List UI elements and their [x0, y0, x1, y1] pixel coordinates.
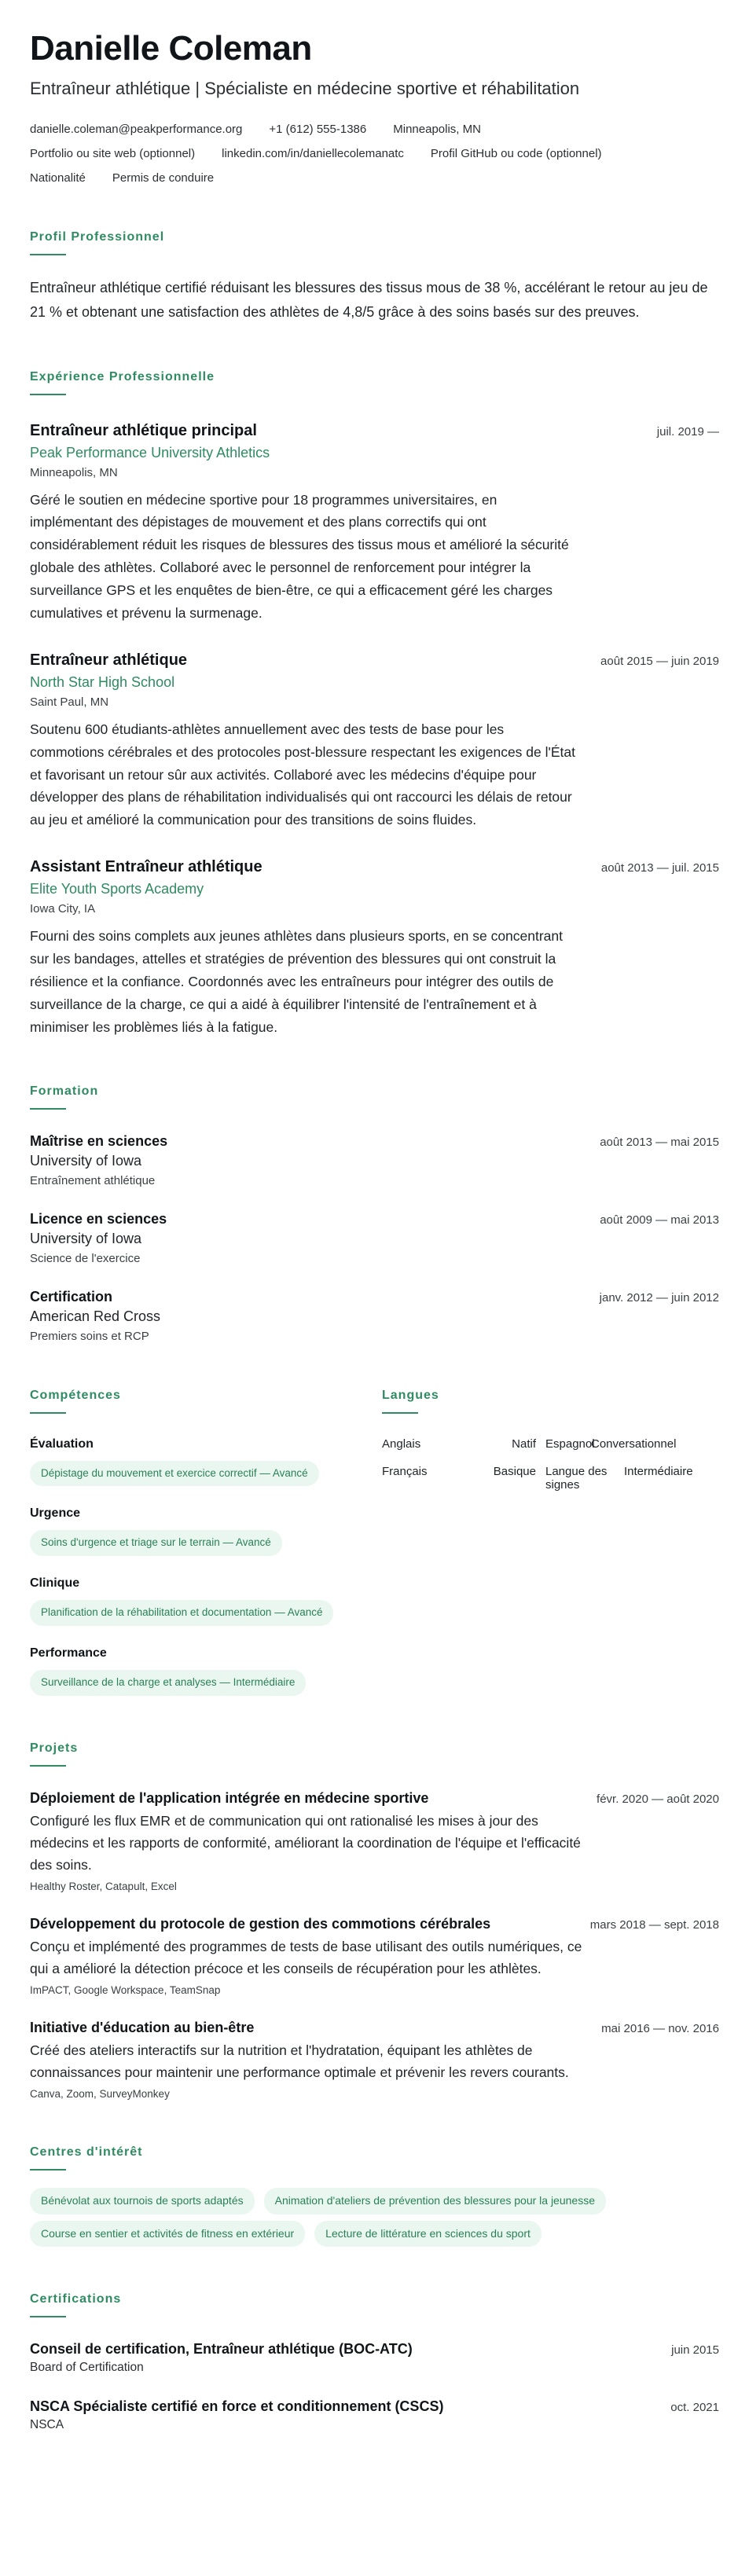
education-entry: [30, 1211, 719, 1265]
section-divider: [30, 254, 66, 255]
contact-phone[interactable]: +1 (612) 555-1386: [269, 123, 367, 137]
languages-grid: [382, 1437, 712, 1492]
certification-entry: [30, 2398, 719, 2432]
interest-pill: Bénévolat aux tournois de sports adaptés: [30, 2188, 255, 2215]
education-institution: University of Iowa: [30, 1152, 142, 1169]
project-title: Développement du protocole de gestion des commotions cérébrales: [30, 1916, 491, 1932]
candidate-name: Danielle Coleman: [30, 29, 312, 68]
languages-section: [382, 1389, 712, 1697]
education-entry: [30, 1133, 719, 1187]
certification-title: NSCA Spécialiste certifié en force et conditionnement (CSCS): [30, 2398, 444, 2415]
section-title-certifications: Certifications: [30, 2292, 122, 2306]
section-divider: [30, 2316, 66, 2317]
job-location: Iowa City, IA: [30, 902, 96, 916]
project-description: Créé des ateliers interactifs sur la nutrition et l'hydratation, équipant les athlètes de connaissances pour maintenir une performance optimale et prévenir les revers courants.: [30, 2042, 569, 2081]
education-date: août 2013 — mai 2015: [600, 1135, 719, 1149]
education-field: Science de l'exercice: [30, 1251, 141, 1265]
education-degree: Licence en sciences: [30, 1210, 167, 1227]
contact-email[interactable]: danielle.coleman@peakperformance.org: [30, 123, 243, 137]
section-title-projects: Projets: [30, 1741, 79, 1756]
job-entry: [30, 858, 719, 1038]
profile-summary: Entraîneur athlétique certifié réduisant les blessures des tissus mous de 38 %, accélérant le retour au jeu de 21 % et obtenant une satisfaction des athlètes de 4,8/5 grâce à des soins basés sur des preuves.: [30, 280, 708, 320]
education-section: [30, 1084, 719, 1343]
contact-portfolio[interactable]: Portfolio ou site web (optionnel): [30, 147, 196, 161]
education-entry: [30, 1289, 719, 1343]
job-description: Soutenu 600 étudiants-athlètes annuellement avec des tests de base pour les commotions cérébrales et des protocoles post-blessure respectant les exigences de l'État et favorisant un retour sûr aux activités. Collaboré avec les médecins d'équipe pour développer des plans de réhabilitation individualisés qui ont raccourci les délais de retour au jeu et amélioré la communication pour des transitions de soins fluides.: [30, 721, 575, 828]
experience-section: [30, 370, 719, 1039]
profile-section: [30, 230, 719, 324]
certification-issuer: NSCA: [30, 2418, 64, 2432]
project-entry: [30, 1790, 719, 1892]
project-title: Initiative d'éducation au bien-être: [30, 2020, 255, 2036]
section-divider: [30, 1412, 66, 1414]
skill-category: Évaluation: [30, 1437, 94, 1451]
resume-header: [30, 30, 719, 185]
certification-date: juin 2015: [671, 2343, 719, 2358]
project-date: mars 2018 — sept. 2018: [589, 1918, 719, 1932]
job-date: juil. 2019 —: [656, 424, 719, 439]
section-title-languages: Langues: [382, 1388, 439, 1402]
language-name: Français: [382, 1464, 428, 1478]
interest-list: [30, 2188, 659, 2247]
contact-row-1: [30, 123, 719, 136]
section-divider: [30, 1765, 66, 1767]
section-title-interests: Centres d'intérêt: [30, 2145, 143, 2160]
interests-section: [30, 2145, 719, 2247]
education-field: Premiers soins et RCP: [30, 1329, 149, 1343]
certifications-section: [30, 2292, 719, 2432]
language-name: Anglais: [382, 1437, 421, 1451]
education-institution: University of Iowa: [30, 1230, 142, 1246]
language-name: Langue des signes: [545, 1464, 608, 1492]
education-field: Entraînement athlétique: [30, 1173, 156, 1187]
project-description: Conçu et implémenté des programmes de tests de base utilisant des outils numériques, ce qui a amélioré la détection précoce et les conseils de récupération pour les athlètes.: [30, 1939, 582, 1977]
projects-section: [30, 1741, 719, 2100]
job-description: Géré le soutien en médecine sportive pour 18 programmes universitaires, en implémentant des dépistages de mouvement et des plans correctifs qui ont considérablement réduit les risques de blessures des tissus mous et amélioré la sécurité globale des athlètes. Collaboré avec le personnel de renforcement pour intégrer la surveillance GPS et les enquêtes de bien-être, ce qui a efficacement géré les charges cumulatives et prévenu la surmenage.: [30, 491, 569, 621]
education-date: août 2009 — mai 2013: [600, 1213, 719, 1227]
language-entry: [545, 1465, 712, 1492]
job-company: Elite Youth Sports Academy: [30, 881, 204, 897]
project-title: Déploiement de l'application intégrée en médecine sportive: [30, 1790, 429, 1807]
project-date: févr. 2020 — août 2020: [597, 1793, 719, 1807]
certification-title: Conseil de certification, Entraîneur athlétique (BOC-ATC): [30, 2341, 413, 2358]
education-institution: American Red Cross: [30, 1308, 161, 1324]
section-title-profile: Profil Professionnel: [30, 230, 165, 244]
section-divider: [30, 1108, 66, 1110]
contact-driving-license: Permis de conduire: [112, 171, 215, 185]
language-entry: [382, 1437, 545, 1451]
skills-section: [30, 1389, 382, 1697]
certification-entry: [30, 2341, 719, 2375]
contact-row-3: [30, 171, 719, 185]
language-level: Conversationnel: [591, 1437, 677, 1451]
language-name: Espagnol: [545, 1437, 595, 1451]
section-divider: [30, 394, 66, 395]
education-degree: Maîtrise en sciences: [30, 1132, 168, 1149]
skill-pill: Dépistage du mouvement et exercice correctif — Avancé: [30, 1461, 319, 1487]
language-level: Basique: [493, 1464, 536, 1478]
contact-github[interactable]: Profil GitHub ou code (optionnel): [430, 147, 602, 161]
job-company: North Star High School: [30, 673, 175, 690]
language-level: Intermédiaire: [624, 1464, 693, 1478]
job-location: Saint Paul, MN: [30, 695, 109, 709]
skills-languages-row: [30, 1389, 719, 1697]
project-description: Configuré les flux EMR et de communication qui ont rationalisé les mises à jour des médecins et les rapports de conformité, améliorant la coordination de l'équipe et l'efficacité des soins.: [30, 1813, 581, 1873]
skill-pill: Planification de la réhabilitation et documentation — Avancé: [30, 1600, 333, 1626]
language-level: Natif: [512, 1437, 536, 1451]
skill-category: Clinique: [30, 1576, 80, 1591]
contact-location: Minneapolis, MN: [393, 123, 481, 137]
project-date: mai 2016 — nov. 2016: [601, 2022, 719, 2036]
job-entry: [30, 422, 719, 625]
section-divider: [30, 2169, 66, 2171]
candidate-headline: Entraîneur athlétique | Spécialiste en médecine sportive et réhabilitation: [30, 79, 580, 99]
job-title: Assistant Entraîneur athlétique: [30, 858, 263, 876]
project-tools: Healthy Roster, Catapult, Excel: [30, 1881, 177, 1893]
contact-row-2: [30, 147, 719, 160]
job-date: août 2015 — juin 2019: [600, 654, 719, 668]
job-location: Minneapolis, MN: [30, 465, 118, 479]
job-date: août 2013 — juil. 2015: [600, 861, 719, 875]
interest-pill: Course en sentier et activités de fitness en extérieur: [30, 2221, 305, 2248]
certification-date: oct. 2021: [670, 2401, 719, 2415]
interest-pill: Animation d'ateliers de prévention des blessures pour la jeunesse: [264, 2188, 606, 2215]
language-entry: [382, 1465, 545, 1492]
education-date: janv. 2012 — juin 2012: [599, 1290, 719, 1305]
project-tools: ImPACT, Google Workspace, TeamSnap: [30, 1984, 221, 1997]
section-title-skills: Compétences: [30, 1388, 121, 1402]
skill-category: Urgence: [30, 1506, 81, 1521]
job-entry: [30, 651, 719, 831]
contact-linkedin[interactable]: linkedin.com/in/daniellecolemanatc: [222, 147, 404, 161]
job-title: Entraîneur athlétique principal: [30, 421, 257, 439]
project-tools: Canva, Zoom, SurveyMonkey: [30, 2088, 170, 2101]
interest-pill: Lecture de littérature en sciences du sport: [314, 2221, 542, 2248]
skill-pill: Surveillance de la charge et analyses — Intermédiaire: [30, 1670, 306, 1696]
contact-nationality: Nationalité: [30, 171, 86, 185]
language-entry: [545, 1437, 712, 1451]
job-title: Entraîneur athlétique: [30, 651, 188, 669]
project-entry: [30, 1916, 719, 1996]
job-company: Peak Performance University Athletics: [30, 444, 270, 461]
certification-issuer: Board of Certification: [30, 2361, 144, 2375]
job-description: Fourni des soins complets aux jeunes athlètes dans plusieurs sports, en se concentrant sur les bandages, attelles et stratégies de prévention des blessures qui ont construit la résilience et la confiance. Coordonnés avec les entraîneurs pour intégrer des outils de surveillance de la charge, ce qui a aidé à équilibrer l'intensité de l'entraînement et à minimiser les problèmes liés à la fatigue.: [30, 928, 564, 1035]
skill-pill: Soins d'urgence et triage sur le terrain — Avancé: [30, 1530, 282, 1556]
section-divider: [382, 1412, 418, 1414]
skill-category: Performance: [30, 1646, 107, 1660]
section-title-education: Formation: [30, 1084, 99, 1098]
section-title-experience: Expérience Professionnelle: [30, 369, 215, 383]
education-degree: Certification: [30, 1288, 113, 1305]
project-entry: [30, 2020, 719, 2100]
